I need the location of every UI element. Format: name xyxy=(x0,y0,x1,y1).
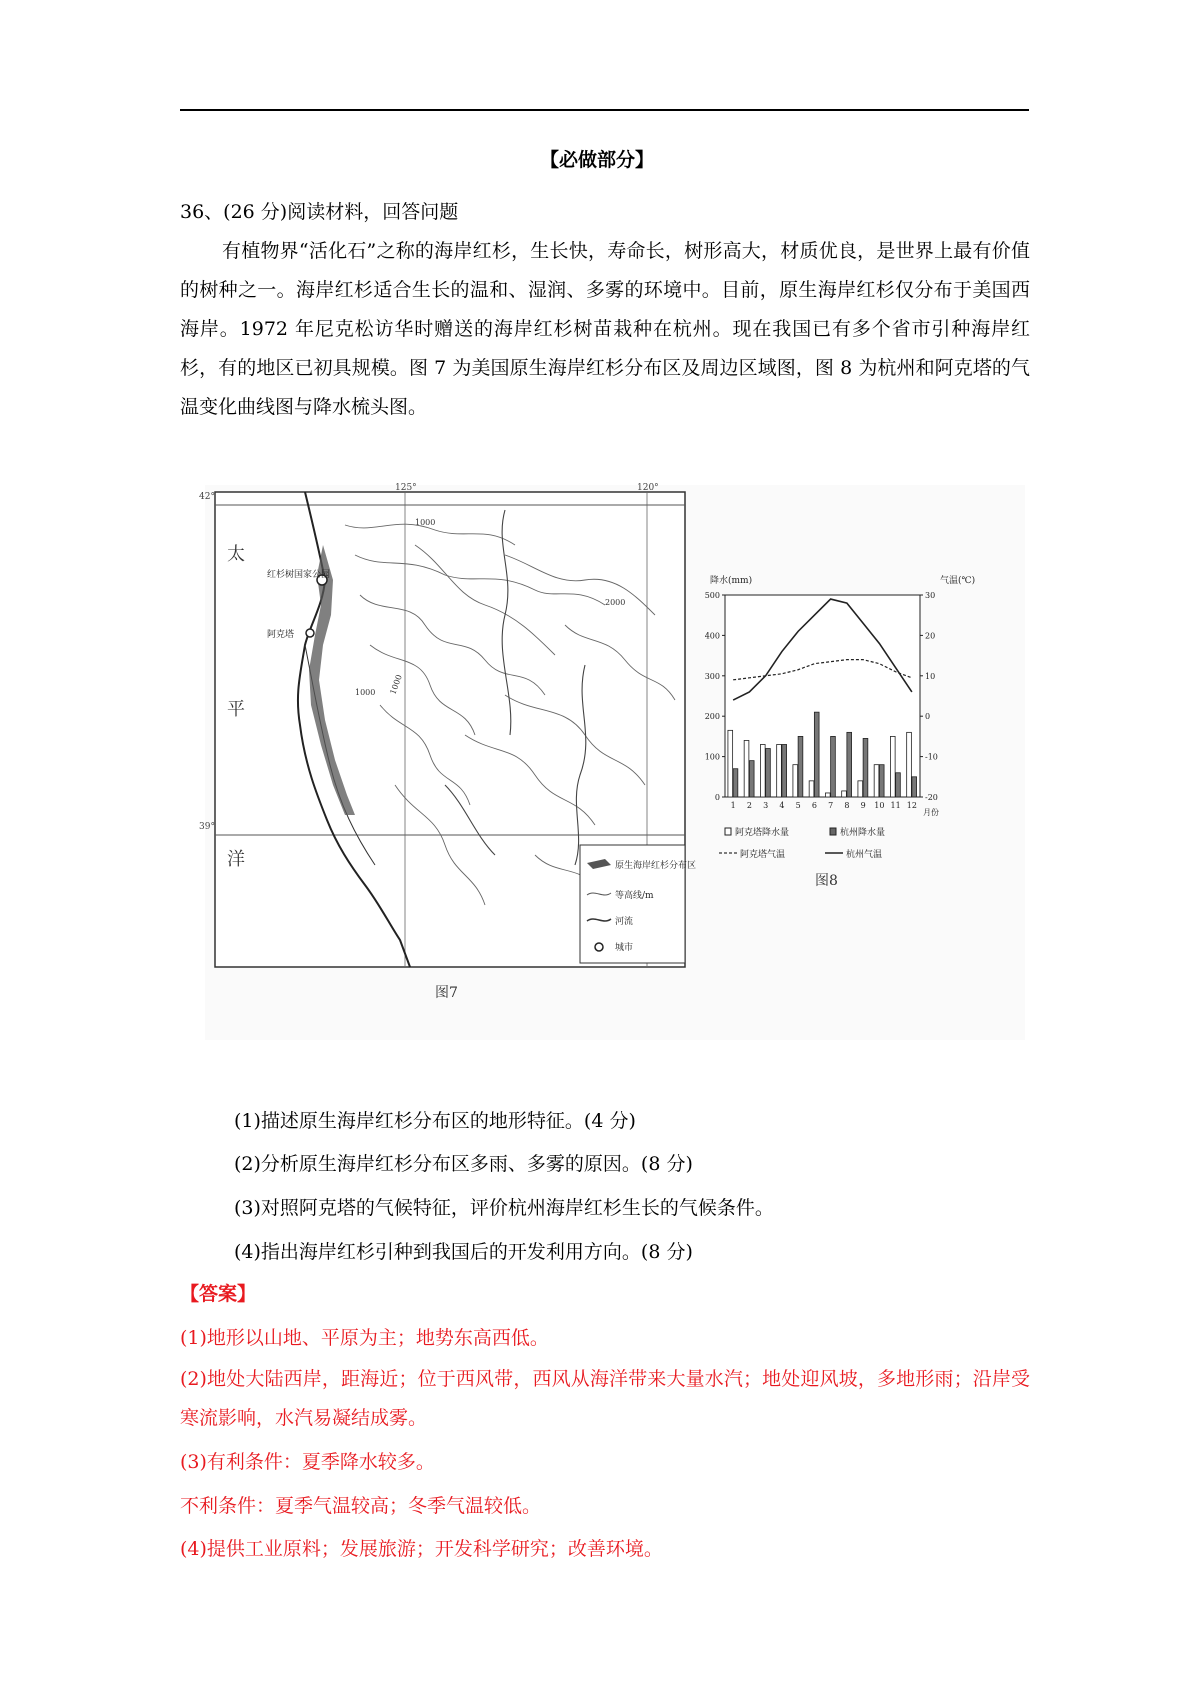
subquestion-1: (1)描述原生海岸红杉分布区的地形特征。(4 分) xyxy=(234,1110,636,1132)
bar-arcata-precip xyxy=(890,736,895,797)
section-title: 【必做部分】 xyxy=(540,149,655,171)
answer-line-3: (3)有利条件：夏季降水较多。 xyxy=(180,1451,435,1473)
bar-arcata-precip xyxy=(858,781,863,797)
legend-item: 河流 xyxy=(615,917,634,927)
legend-item: 原生海岸红杉分布区 xyxy=(615,861,697,871)
chart-tick-label-left: 300 xyxy=(704,671,720,681)
subquestion-4: (4)指出海岸红杉引种到我国后的开发利用方向。(8 分) xyxy=(234,1241,693,1263)
subquestion-2: (2)分析原生海岸红杉分布区多雨、多雾的原因。(8 分) xyxy=(234,1153,693,1175)
chart-tick-label-left: 0 xyxy=(714,793,720,802)
chart-x-tick-label: 9 xyxy=(860,801,866,810)
chart-x-tick-label: 11 xyxy=(890,801,901,810)
bar-hangzhou-precip xyxy=(847,732,852,797)
chart-x-tick-label: 2 xyxy=(746,801,752,810)
bar-arcata-precip xyxy=(907,732,912,797)
bar-arcata-precip xyxy=(793,765,798,797)
top-rule xyxy=(180,109,1029,111)
answer-line-1: (1)地形以山地、平原为主；地势东高西低。 xyxy=(180,1327,549,1349)
answer-label: 【答案】 xyxy=(180,1283,257,1305)
contour-label: 1000 xyxy=(415,518,436,527)
bar-hangzhou-precip xyxy=(831,736,836,797)
chart-x-tick-label: 6 xyxy=(811,801,817,810)
map-legend xyxy=(580,845,696,963)
question-header: 36、(26 分)阅读材料，回答问题 xyxy=(180,201,459,223)
map-lon-label: 125° xyxy=(395,483,417,493)
bar-arcata-precip xyxy=(760,744,765,797)
bar-hangzhou-precip xyxy=(814,712,819,797)
bar-arcata-precip xyxy=(874,765,879,797)
chart-tick-label-left: 100 xyxy=(704,752,720,762)
bar-hangzhou-precip xyxy=(912,777,917,797)
chart-legend-item: 阿克塔气温 xyxy=(740,850,786,860)
bar-hangzhou-precip xyxy=(879,765,884,797)
map-figure-7 xyxy=(199,483,696,1001)
chart-right-axis-label: 气温(℃) xyxy=(940,576,976,586)
chart-x-unit: 月份 xyxy=(923,808,939,817)
chart-legend-item: 杭州降水量 xyxy=(840,828,886,838)
chart-x-tick-label: 7 xyxy=(828,801,834,810)
bar-hangzhou-precip xyxy=(896,773,901,797)
bar-arcata-precip xyxy=(728,730,733,797)
city-label: 红杉树国家公园 xyxy=(267,570,331,580)
contour-label: 1000 xyxy=(388,673,404,696)
chart-tick-label-left: 400 xyxy=(704,631,720,641)
chart-left-axis-label: 降水(mm) xyxy=(710,576,753,586)
chart-x-tick-label: 1 xyxy=(730,801,736,810)
map-caption: 图7 xyxy=(435,985,458,1001)
chart-tick-label-right: 30 xyxy=(925,591,936,600)
map-lat-label: 42° xyxy=(199,492,215,502)
chart-caption: 图8 xyxy=(815,873,838,889)
chart-tick-label-right: -20 xyxy=(925,793,938,802)
ocean-label: 洋 xyxy=(227,849,245,870)
chart-x-tick-label: 10 xyxy=(874,801,885,810)
answer-line-4: 不利条件：夏季气温较高；冬季气温较低。 xyxy=(180,1495,542,1517)
ocean-label: 太 xyxy=(227,544,245,565)
bar-hangzhou-precip xyxy=(863,738,868,797)
bar-arcata-precip xyxy=(842,791,847,797)
chart-tick-label-right: 20 xyxy=(925,631,936,641)
chart-legend-item: 杭州气温 xyxy=(846,850,883,860)
bar-hangzhou-precip xyxy=(749,761,754,797)
ocean-label: 平 xyxy=(227,699,245,720)
bar-arcata-precip xyxy=(777,744,782,797)
bar-hangzhou-precip xyxy=(782,744,787,797)
legend-item: 等高线/m xyxy=(615,891,654,901)
chart-tick-label-right: 0 xyxy=(925,712,931,722)
chart-legend-item: 阿克塔降水量 xyxy=(735,828,790,838)
answer-line-5: (4)提供工业原料；发展旅游；开发科学研究；改善环境。 xyxy=(180,1538,663,1560)
chart-x-tick-label: 4 xyxy=(779,801,785,810)
subquestion-3: (3)对照阿克塔的气候特征，评价杭州海岸红杉生长的气候条件。 xyxy=(234,1197,774,1219)
city-label: 阿克塔 xyxy=(267,630,295,640)
bar-hangzhou-precip xyxy=(766,749,771,797)
chart-tick-label-right: -10 xyxy=(925,752,938,762)
contour-label: 2000 xyxy=(605,598,626,607)
bar-arcata-precip xyxy=(825,793,830,797)
chart-x-tick-label: 3 xyxy=(763,801,769,810)
city-marker xyxy=(306,629,314,637)
bar-arcata-precip xyxy=(744,740,749,797)
chart-tick-label-left: 200 xyxy=(704,712,720,722)
bar-hangzhou-precip xyxy=(798,736,803,797)
bar-arcata-precip xyxy=(809,781,814,797)
chart-tick-label-right: 10 xyxy=(925,671,936,681)
answer-line-2: (2)地处大陆西岸，距海近；位于西风带，西风从海洋带来大量水汽；地处迎风坡，多地形雨；沿岸受寒流影响，水汽易凝结成雾。 xyxy=(180,1368,1030,1429)
map-lon-label: 120° xyxy=(637,483,659,493)
question-body: 有植物界“活化石”之称的海岸红杉，生长快，寿命长，树形高大，材质优良，是世界上最有价值的树种之一。海岸红杉适合生长的温和、湿润、多雾的环境中。目前，原生海岸红杉仅分布于美国西海岸。1972 年尼克松访华时赠送的海岸红杉树苗栽种在杭州。现在我国已有多个省市引种海岸红杉，有的地区已初具规模。图 7 为美国原生海岸红杉分布区及周边区域图，图 8 为杭州和阿克塔的气温变化曲线图与降水梳头图。 xyxy=(180,240,1030,418)
chart-x-tick-label: 12 xyxy=(906,801,917,810)
map-lat-label: 39° xyxy=(199,822,215,832)
chart-x-tick-label: 5 xyxy=(795,801,801,810)
figure-map-and-climate-chart xyxy=(199,483,1025,1040)
bar-hangzhou-precip xyxy=(733,769,738,797)
chart-x-tick-label: 8 xyxy=(844,801,850,810)
contour-label: 1000 xyxy=(355,688,376,697)
chart-tick-label-left: 500 xyxy=(704,591,720,600)
legend-item: 城市 xyxy=(615,943,634,953)
